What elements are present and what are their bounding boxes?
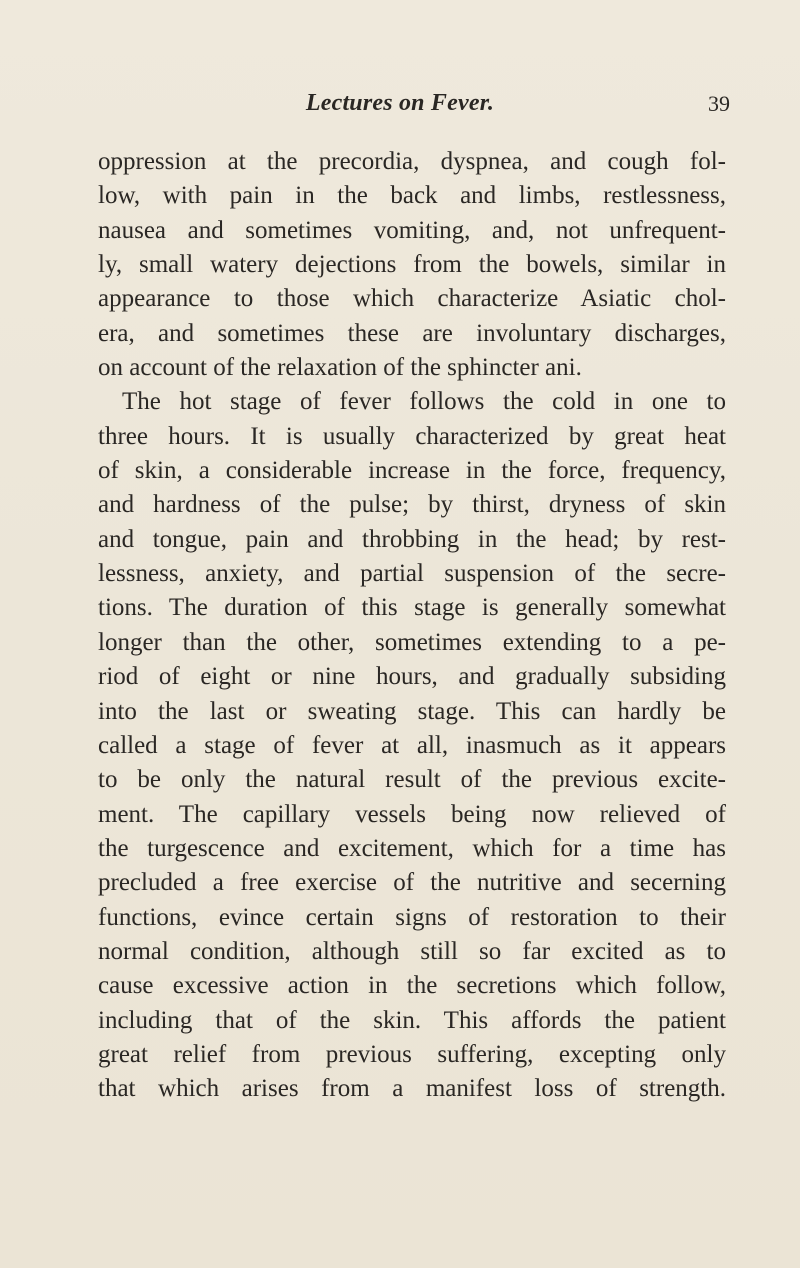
- text-line: great relief from previous suffering, excepting only: [98, 1040, 726, 1068]
- text-line: to be only the natural result of the previous excite-: [98, 766, 726, 794]
- text-line: that which arises from a manifest loss of strength.: [98, 1075, 726, 1103]
- body-text: [98, 145, 726, 1107]
- text-line: era, and sometimes these are involuntary discharges,: [98, 319, 726, 347]
- text-line: of skin, a considerable increase in the force, frequency,: [98, 457, 726, 485]
- text-line: riod of eight or nine hours, and gradually subsiding: [98, 663, 726, 691]
- text-line: low, with pain in the back and limbs, restlessness,: [98, 182, 726, 210]
- text-line: ly, small watery dejections from the bowels, similar in: [98, 251, 726, 279]
- text-line: and tongue, pain and throbbing in the head; by rest-: [98, 525, 726, 553]
- text-line: oppression at the precordia, dyspnea, and cough fol-: [98, 148, 726, 175]
- page-number: 39: [708, 91, 730, 116]
- text-line: including that of the skin. This affords the patient: [98, 1006, 726, 1034]
- running-title: Lectures on Fever.: [305, 90, 495, 116]
- text-line: cause excessive action in the secretions which follow,: [98, 972, 726, 1000]
- text-line: lessness, anxiety, and partial suspension of the secre-: [98, 560, 726, 588]
- text-line: into the last or sweating stage. This can hardly be: [98, 697, 726, 725]
- text-line: on account of the relaxation of the sphincter ani.: [98, 354, 582, 382]
- text-line: the turgescence and excitement, which for a time has: [98, 834, 726, 862]
- text-line: tions. The duration of this stage is generally somewhat: [98, 594, 726, 622]
- text-line: appearance to those which characterize Asiatic chol-: [98, 285, 726, 313]
- text-line: three hours. It is usually characterized by great heat: [98, 422, 726, 450]
- text-line: nausea and sometimes vomiting, and, not unfrequent-: [98, 216, 726, 244]
- text-line: longer than the other, sometimes extending to a pe-: [98, 628, 726, 656]
- text-line: precluded a free exercise of the nutritive and secerning: [98, 869, 726, 897]
- text-line: normal condition, although still so far excited as to: [98, 937, 726, 965]
- text-line: ment. The capillary vessels being now relieved of: [98, 800, 726, 828]
- running-head: [70, 90, 730, 130]
- text-line: called a stage of fever at all, inasmuch as it appears: [98, 731, 726, 759]
- text-line: The hot stage of fever follows the cold in one to: [122, 388, 726, 416]
- text-line: and hardness of the pulse; by thirst, dryness of skin: [98, 491, 726, 519]
- text-line: functions, evince certain signs of restoration to their: [98, 903, 726, 931]
